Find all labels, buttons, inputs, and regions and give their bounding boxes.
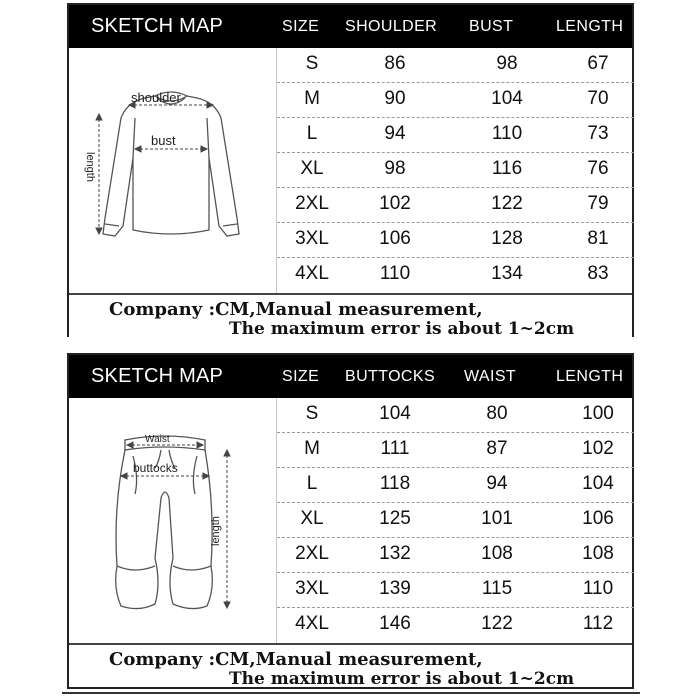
bust-cell: 134: [491, 263, 523, 284]
length-cell: 112: [582, 613, 614, 634]
sketch-map-title: SKETCH MAP: [91, 365, 224, 387]
size-cell: 3XL: [295, 578, 329, 599]
column-header-size: SIZE: [282, 368, 320, 385]
shoulder-label: shoulder: [131, 90, 181, 105]
size-rows: [277, 398, 634, 643]
table-row: [277, 258, 634, 293]
bust-cell: 116: [491, 158, 523, 179]
size-cell: L: [306, 123, 318, 144]
table-row: [277, 48, 634, 83]
length-cell: 76: [587, 158, 609, 179]
size-cell: 3XL: [295, 228, 329, 249]
bust-cell: 110: [491, 123, 523, 144]
length-cell: 79: [587, 193, 609, 214]
table-row: [277, 118, 634, 153]
table-header: [69, 5, 632, 48]
column-header-buttocks: BUTTOCKS: [345, 368, 436, 385]
bust-cell: 122: [491, 193, 523, 214]
column-header-length: LENGTH: [556, 368, 624, 385]
buttocks-cell: 139: [379, 578, 411, 599]
bust-cell: 128: [491, 228, 523, 249]
table-row: [277, 573, 634, 608]
table-row: [277, 188, 634, 223]
shoulder-cell: 98: [384, 158, 406, 179]
size-cell: M: [304, 438, 320, 459]
length-cell: 106: [582, 508, 614, 529]
length-cell: 67: [587, 53, 609, 74]
size-cell: L: [306, 473, 318, 494]
table-row: [277, 468, 634, 503]
bust-cell: 104: [491, 88, 523, 109]
sweatpants-icon: [69, 398, 276, 643]
length-label: length: [210, 516, 222, 546]
length-cell: 100: [582, 403, 614, 424]
length-label: length: [84, 152, 96, 182]
buttocks-cell: 104: [379, 403, 411, 424]
length-cell: 102: [582, 438, 614, 459]
size-cell: S: [305, 53, 319, 74]
note-line-2: The maximum error is about 1~2cm: [229, 669, 575, 689]
pants-size-chart: [67, 353, 634, 689]
buttocks-cell: 125: [379, 508, 411, 529]
shirt-size-chart: [67, 3, 634, 337]
bust-label: bust: [151, 133, 176, 148]
column-header-shoulder: SHOULDER: [345, 18, 438, 35]
table-row: [277, 223, 634, 258]
buttocks-label: buttocks: [133, 461, 178, 475]
shoulder-cell: 106: [379, 228, 411, 249]
shoulder-cell: 102: [379, 193, 411, 214]
length-cell: 70: [587, 88, 609, 109]
table-row: [277, 538, 634, 573]
long-sleeve-shirt-icon: [69, 48, 276, 293]
size-rows: [277, 48, 634, 293]
waist-cell: 122: [481, 613, 513, 634]
note-line-1: Company :CM,Manual measurement,: [109, 299, 483, 320]
table-row: [277, 398, 634, 433]
column-header-length: LENGTH: [556, 18, 624, 35]
column-header-bust: BUST: [469, 18, 514, 35]
shoulder-cell: 94: [384, 123, 406, 144]
column-header-waist: WAIST: [464, 368, 517, 385]
waist-cell: 87: [486, 438, 508, 459]
waist-cell: 80: [486, 403, 508, 424]
waist-cell: 108: [481, 543, 513, 564]
length-cell: 104: [582, 473, 614, 494]
waist-cell: 101: [481, 508, 513, 529]
measurement-note: [69, 643, 632, 687]
table-header: [69, 355, 632, 398]
pants-sketch: [69, 398, 277, 643]
length-cell: 81: [587, 228, 609, 249]
length-cell: 108: [582, 543, 614, 564]
waist-cell: 115: [481, 578, 513, 599]
size-cell: 4XL: [295, 263, 329, 284]
table-row: [277, 503, 634, 538]
waist-cell: 94: [486, 473, 508, 494]
table-row: [277, 83, 634, 118]
bust-cell: 98: [496, 53, 518, 74]
size-cell: XL: [300, 508, 324, 529]
table-row: [277, 153, 634, 188]
sketch-map-title: SKETCH MAP: [91, 15, 224, 37]
buttocks-cell: 118: [379, 473, 411, 494]
size-cell: 2XL: [295, 193, 329, 214]
length-cell: 83: [587, 263, 609, 284]
shirt-sketch: [69, 48, 277, 293]
table-row: [277, 433, 634, 468]
size-cell: XL: [300, 158, 324, 179]
size-cell: M: [304, 88, 320, 109]
buttocks-cell: 132: [379, 543, 411, 564]
shoulder-cell: 86: [384, 53, 406, 74]
table-row: [277, 608, 634, 643]
length-cell: 73: [587, 123, 609, 144]
shoulder-cell: 110: [379, 263, 411, 284]
size-cell: S: [305, 403, 319, 424]
buttocks-cell: 146: [379, 613, 411, 634]
size-cell: 2XL: [295, 543, 329, 564]
divider: [62, 692, 640, 694]
measurement-note: [69, 293, 632, 337]
shoulder-cell: 90: [384, 88, 406, 109]
size-cell: 4XL: [295, 613, 329, 634]
note-line-2: The maximum error is about 1~2cm: [229, 319, 575, 339]
length-cell: 110: [582, 578, 614, 599]
column-header-size: SIZE: [282, 18, 320, 35]
buttocks-cell: 111: [380, 438, 410, 459]
waist-label: Waist: [145, 434, 170, 445]
note-line-1: Company :CM,Manual measurement,: [109, 649, 483, 670]
